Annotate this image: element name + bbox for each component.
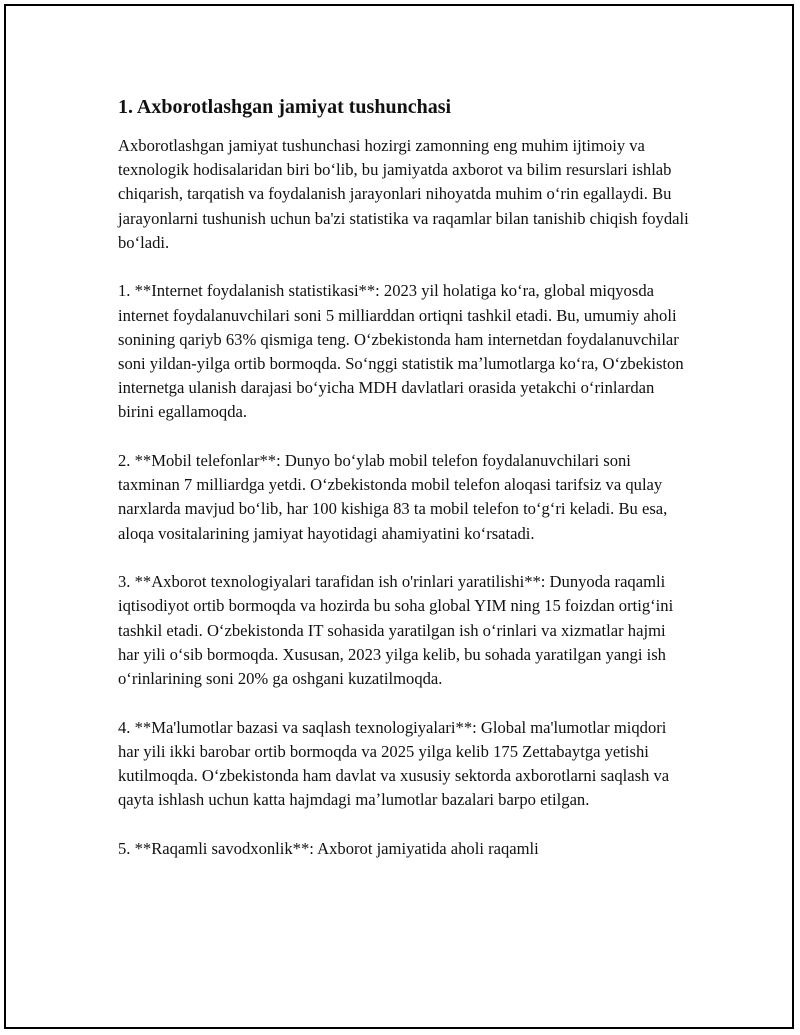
intro-paragraph: Axborotlashgan jamiyat tushunchasi hozirgi zamonning eng muhim ijtimoiy va texnologik hodisalaridan biri boʻlib, bu jamiyatda axborot va bilim resurslari ishlab chiqarish, tarqatish va foydalanish jarayonlari nihoyatda muhim oʻrin egallaydi. Bu jarayonlarni tushunish uchun ba'zi statistika va raqamlar bilan tanishib chiqish foydali boʻladi.	[118, 136, 689, 252]
paragraph-digital-literacy: 5. **Raqamli savodxonlik**: Axborot jamiyatida aholi raqamli	[118, 838, 539, 858]
paragraph-internet-statistics: 1. **Internet foydalanish statistikasi**: 2023 yil holatiga koʻra, global miqyosda internet foydalanuvchilari soni 5 milliarddan ortiqni tashkil etadi. Bu, umumiy aholi sonining qariyb 63% qismiga teng. Oʻzbekistonda ham internetdan foydalanuvchilar soni yildan-yilga ortib bormoqda. Soʻnggi statistik maʼlumotlarga koʻra, Oʻzbekiston internetga ulanish darajasi boʻyicha MDH davlatlari orasida yetakchi oʻrinlardan birini egallamoqda.	[118, 281, 684, 422]
document-body	[118, 94, 690, 861]
paragraph-data-storage: 4. **Ma'lumotlar bazasi va saqlash texnologiyalari**: Global ma'lumotlar miqdori har yili ikki barobar ortib bormoqda va 2025 yilga kelib 175 Zettabaytga yetishi kutilmoqda. Oʻzbekistonda ham davlat va xususiy sektorda axborotlarni saqlash va qayta ishlash uchun katta hajmdagi maʼlumotlar bazalari barpo etilgan.	[118, 717, 670, 810]
paragraph-it-jobs: 3. **Axborot texnologiyalari tarafidan ish o'rinlari yaratilishi**: Dunyoda raqamli iqtisodiyot ortib bormoqda va hozirda bu soha global YIM ning 15 foizdan ortigʻini tashkil etadi. Oʻzbekistonda IT sohasida yaratilgan ish oʻrinlari va xizmatlar hajmi har yili oʻsib bormoqda. Xususan, 2023 yilga kelib, bu sohada yaratilgan yangi ish oʻrinlarining soni 20% ga oshgani kuzatilmoqda.	[118, 572, 674, 689]
paragraph-mobile-phones: 2. **Mobil telefonlar**: Dunyo boʻylab mobil telefon foydalanuvchilari soni taxminan 7 milliardga yetdi. Oʻzbekistonda mobil telefon aloqasi tarifsiz va qulay narxlarda mavjud boʻlib, har 100 kishiga 83 ta mobil telefon toʻgʻri keladi. Bu esa, aloqa vositalarining jamiyat hayotidagi ahamiyatini koʻrsatadi.	[118, 451, 668, 543]
section-heading: 1. Axborotlashgan jamiyat tushunchasi	[118, 96, 452, 118]
